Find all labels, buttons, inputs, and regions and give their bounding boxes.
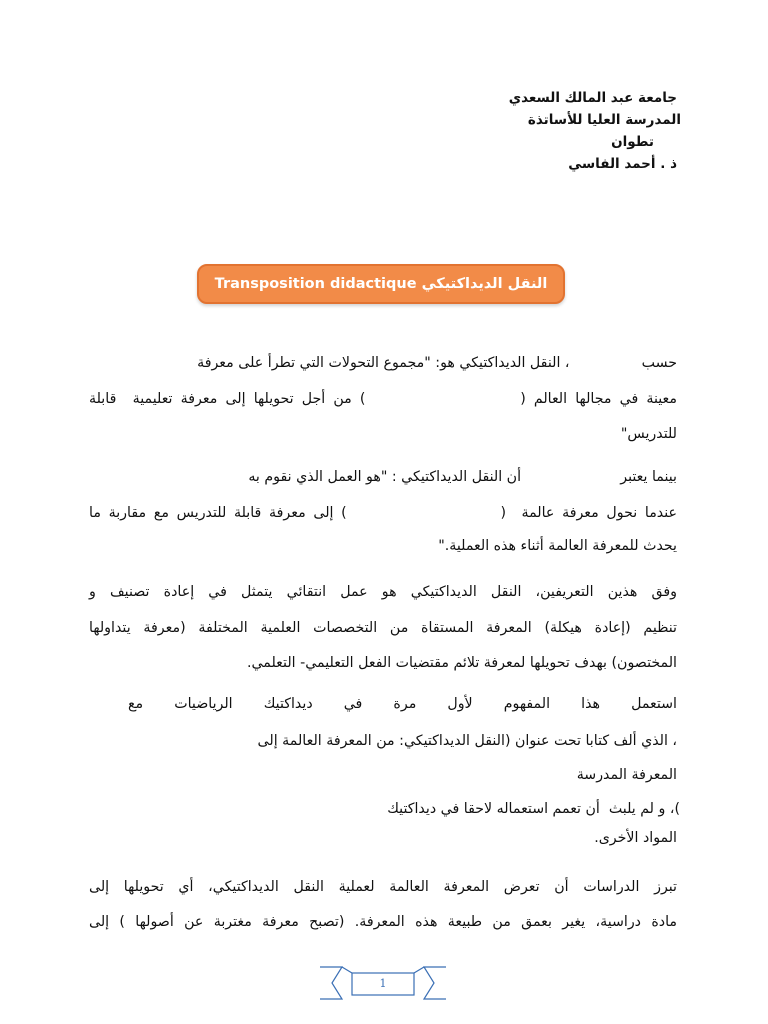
p5-line1: تبرز الدراسات أن تعرض المعرفة العالمة لعملية النقل الديداكتيكي، أي تحويلها إلى <box>89 879 677 895</box>
p4-line3: المعرفة المدرسة <box>576 767 677 783</box>
p1-line2: معينة في مجالها العالم ( ) من أجل تحويلها إلى معرفة تعليمية قابلة <box>89 391 677 407</box>
p3-line1: وفق هذين التعريفين، النقل الديداكتيكي هو عمل انتقائي يتمثل في إعادة تصنيف و <box>89 584 677 600</box>
p4-line5: المواد الأخرى. <box>594 830 677 846</box>
p1-line1: حسب ، النقل الديداكتيكي هو: "مجموع التحولات التي تطرأ على معرفة <box>197 355 677 371</box>
document-title: النقل الديداكتيكي Transposition didactique <box>214 276 548 292</box>
p1-line3: للتدريس" <box>620 426 677 442</box>
header-city: تطوان <box>611 134 654 150</box>
p2-line3: يحدث للمعرفة العالمة أثناء هذه العملية." <box>438 538 677 554</box>
header-school: المدرسة العليا للأساتذة <box>527 112 681 128</box>
p2-line1: بينما يعتبر أن النقل الديداكتيكي : "هو العمل الذي نقوم به <box>248 469 677 485</box>
p3-line2: تنظيم (إعادة هيكلة) المعرفة المستقاة من التخصصات العلمية المختلفة (معرفة يتداولها <box>89 620 677 636</box>
p4-line1: استعمل هذا المفهوم لأول مرة في ديداكتيك الرياضيات مع <box>128 696 677 712</box>
p4-line4: )، و لم يلبث أن تعمم استعماله لاحقا في ديداكتيك <box>387 801 680 817</box>
header-university: جامعة عبد المالك السعدي <box>508 90 677 106</box>
page-footer <box>318 963 448 1003</box>
p2-line2: عندما نحول معرفة عالمة ( ) إلى معرفة قابلة للتدريس مع مقاربة ما <box>89 505 677 521</box>
p4-line2: ، الذي ألف كتابا تحت عنوان (النقل الديداكتيكي: من المعرفة العالمة إلى <box>257 733 677 749</box>
page-number: 1 <box>379 977 387 990</box>
document-title-box <box>197 264 565 304</box>
header-author: ذ . أحمد الفاسي <box>568 156 677 172</box>
p3-line3: المختصون) بهدف تحويلها لمعرفة تلائم مقتضيات الفعل التعليمي- التعلمي. <box>246 655 677 671</box>
p5-line2: مادة دراسية، يغير بعمق من طبيعة هذه المعرفة. (تصبح معرفة مغتربة عن أصولها ) إلى <box>89 914 677 930</box>
